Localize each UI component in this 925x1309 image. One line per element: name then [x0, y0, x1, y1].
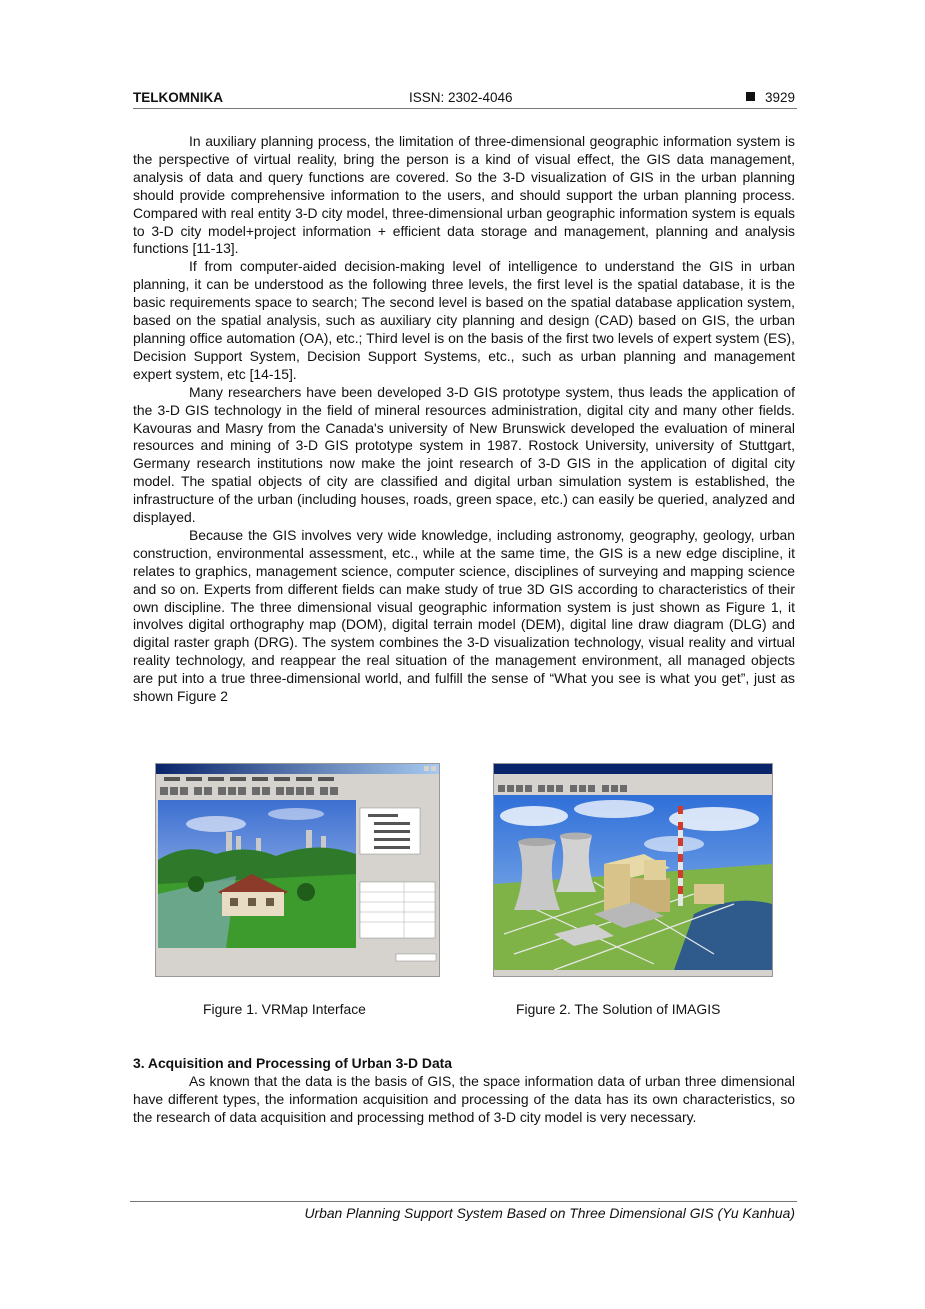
figure-2-caption: Figure 2. The Solution of IMAGIS	[516, 1001, 721, 1017]
paragraph-4: Because the GIS involves very wide knowledge, including astronomy, geography, geology, urban construction, environmental assessment, etc., while at the same time, the GIS is a new edge discipline, it relates to graphics, management science, computer science, disciplines of surveying and mapping science and so on. Experts from different fields can make study of true 3D GIS according to characteristics of their own discipline. The three dimensional visual geographic information system is just shown as Figure 1, it involves digital orthography map (DOM), digital terrain model (DEM), digital line draw diagram (DLG) and digital raster graph (DRG). The system combines the 3-D visualization technology, visual reality and virtual reality technology, and reappear the real situation of the management environment, all managed objects are put into a true three-dimensional world, and fulfill the sense of “What you see is what you get”, just as shown Figure 2	[133, 526, 795, 705]
page-number: 3929	[764, 90, 795, 105]
figure-1-vrmap-interface	[155, 763, 440, 977]
section-paragraph: As known that the data is the basis of GIS, the space information data of urban three dimensional have different types, the information acquisition and processing of the data has its own characteristics, so the research of data acquisition and processing method of 3-D city model is very necessary.	[133, 1072, 795, 1125]
journal-name: TELKOMNIKA	[133, 90, 223, 105]
paragraph-3: Many researchers have been developed 3-D GIS prototype system, thus leads the application of the 3-D GIS technology in the field of mineral resources administration, digital city and many other fields. Kavouras and Masry from the Canada's university of New Brunswick developed the evaluation of mineral resources and mining of 3-D GIS prototype system in 1987. Rostock University, university of Stuttgart, Germany research institutions now make the joint research of 3-D GIS in the application of digital city model. The spatial objects of city are classified and digital urban simulation system is established, the infrastructure of the urban (including houses, roads, green space, etc.) can easily be queried, analyzed and displayed.	[133, 383, 795, 526]
paragraph-1: In auxiliary planning process, the limitation of three-dimensional geographic information system is the perspective of virtual reality, bring the person is a kind of visual effect, the GIS data management, analysis of data and query functions are covered. So the 3-D visualization of GIS in the urban planning should provide comprehensive information to the users, and should support the urban planning process. Compared with real entity 3-D city model, three-dimensional urban geographic information system is equals to 3-D city model+project information + efficient data storage and management, planning and analysis functions [11-13].	[133, 133, 795, 257]
paragraph-2: If from computer-aided decision-making level of intelligence to understand the GIS in urban planning, it can be understood as the following three levels, the first level is the spatial database, it is the basic requirements space to search; The second level is based on the spatial database application system, based on the spatial analysis, such as auxiliary city planning and design (CAD) based on GIS, the urban planning office automation (OA), etc.; Third level is on the basis of the first two levels of expert system (ES), Decision Support System, Decision Support Systems, etc., such as urban planning and management expert system, etc [14-15].	[133, 258, 795, 382]
running-title: Urban Planning Support System Based on Three Dimensional GIS (Yu Kanhua)	[304, 1205, 795, 1221]
footer-rule	[130, 1201, 797, 1202]
section-heading: 3. Acquisition and Processing of Urban 3-D Data	[133, 1055, 453, 1071]
figure-2-image	[494, 764, 772, 976]
body-text	[133, 133, 795, 706]
square-bullet-icon	[746, 92, 755, 101]
section-3	[133, 1055, 795, 1127]
figure-1-image	[156, 764, 439, 976]
figure-1-caption: Figure 1. VRMap Interface	[203, 1001, 366, 1017]
page-header	[133, 90, 795, 108]
header-rule	[133, 108, 797, 109]
figure-2-imagis-solution	[493, 763, 773, 977]
issn: ISSN: 2302-4046	[409, 90, 513, 105]
page-number-block	[746, 90, 795, 106]
